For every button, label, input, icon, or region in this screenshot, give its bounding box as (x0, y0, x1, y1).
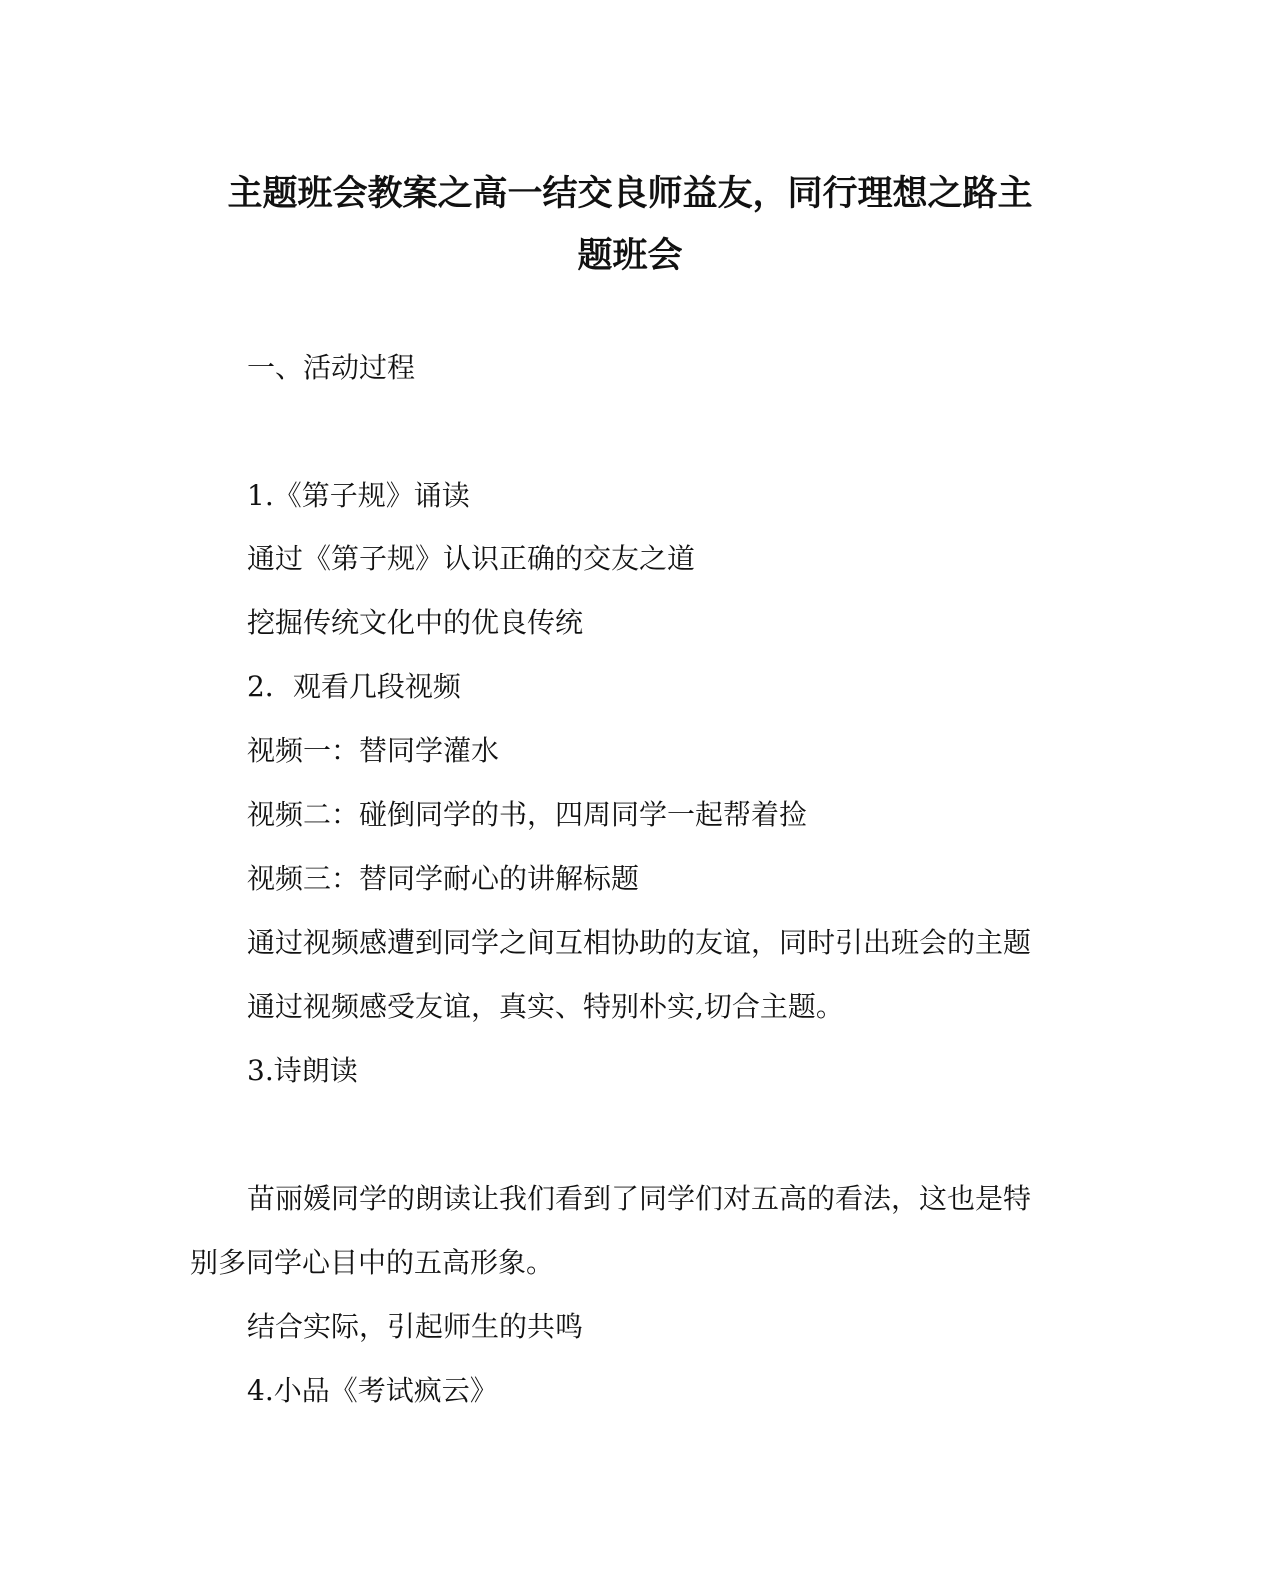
paragraph-line: 通过视频感受友谊，真实、特别朴实,切合主题。 (247, 990, 844, 1023)
paragraph-line: 挖掘传统文化中的优良传统 (247, 606, 584, 639)
paragraph-line: 别多同学心目中的五高形象。 (190, 1246, 555, 1279)
paragraph-line: 视频一：替同学灌水 (247, 734, 500, 767)
document-title-line-1: 主题班会教案之高一结交良师益友，同行理想之路主 (227, 174, 1033, 214)
item-heading-2: 2．观看几段视频 (247, 670, 461, 703)
paragraph-line: 通过《第子规》认识正确的交友之道 (247, 542, 696, 575)
document-title-line-2: 题班会 (577, 236, 683, 276)
paragraph-line: 视频三：替同学耐心的讲解标题 (247, 862, 640, 895)
paragraph-line: 视频二：碰倒同学的书，四周同学一起帮着捡 (247, 798, 808, 831)
item-heading-3: 3.诗朗读 (247, 1054, 358, 1087)
paragraph-line: 苗丽媛同学的朗读让我们看到了同学们对五高的看法，这也是特 (247, 1182, 1032, 1215)
section-heading: 一、活动过程 (247, 351, 416, 384)
paragraph-line: 通过视频感遭到同学之间互相协助的友谊，同时引出班会的主题 (247, 926, 1032, 959)
paragraph-line: 结合实际，引起师生的共鸣 (247, 1310, 584, 1343)
item-heading-4: 4.小品《考试疯云》 (247, 1374, 498, 1407)
item-heading-1: 1.《第子规》诵读 (247, 479, 470, 512)
